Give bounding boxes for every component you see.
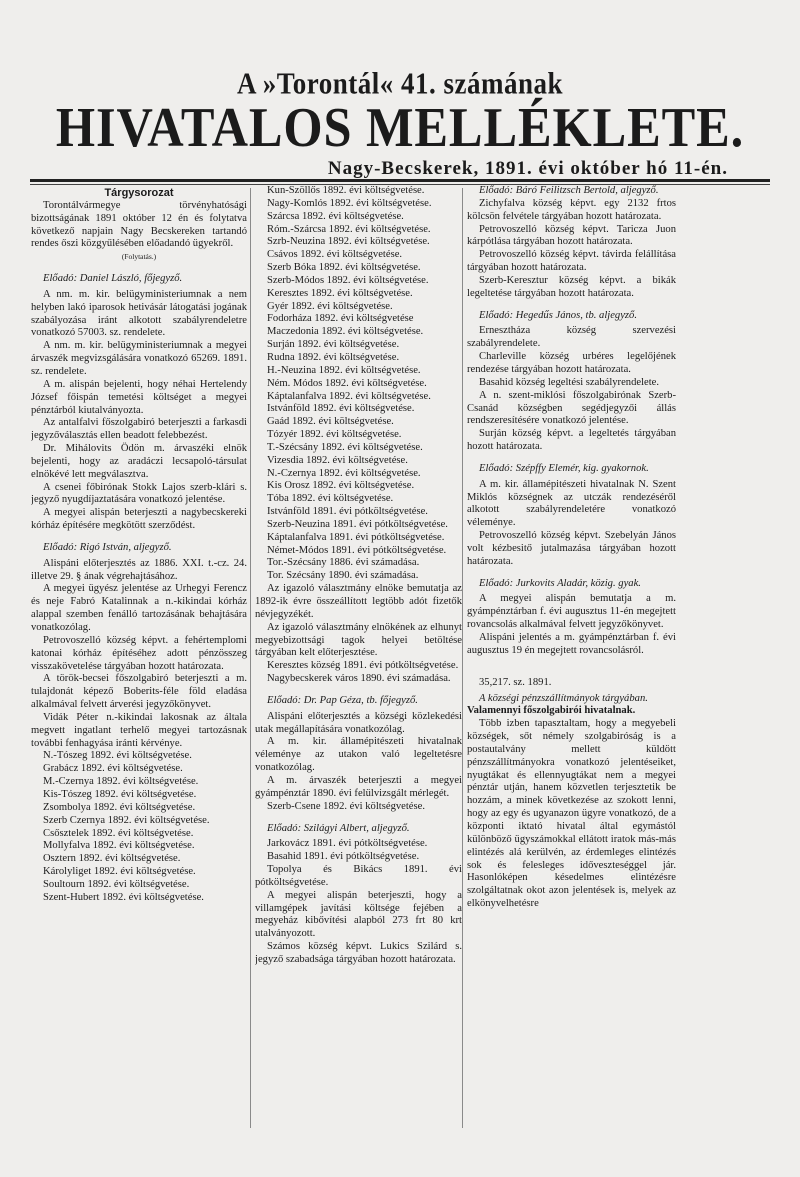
list-item: Soultourn 1892. évi költségvetése. (43, 878, 190, 890)
list-item: M.-Czernya 1892. évi költségvetése. (43, 776, 199, 788)
list-item: Tózyér 1892. évi költségvetése. (267, 429, 402, 441)
column-3 (467, 185, 676, 1135)
list-item: N.-Czernya 1892. évi költségvetése. (267, 467, 421, 479)
decree-body: Több izben tapasztaltam, hogy a megyebeli községek, sőt némely szolgabiróság is a postautalvány mellett küldött pénzszállítmányokra vonatkozó jelentéseiket, nyugtákat és ellennyugtákat nem a megyei pénztár utján, hanem közvetlen terjesztetik be hozzám, a minek következése az szokott lenni, hogy az egy és ugyanazon ügyre vonatkozó, de a központi iktató hivatal által egymástól különböző ügyszámokkal ellátott iratok más-más elintézés alá kerülvén, az érdemleges elintézés sok és felesleges időveszteséggel jár. Hasonlóképen késedelmes elintézésre szolgáltatnak okot azon jelentések is, melyek az elkönyvelhetésre (467, 718, 676, 910)
rapporteur-line: Előadó: Szépffy Elemér, kig. gyakornok. (479, 462, 649, 474)
list-item: Tor.-Szécsány 1886. évi számadása. (267, 557, 420, 569)
rapporteur-line: Előadó: Rigó István, aljegyző. (43, 541, 172, 553)
agenda-item: A m. kir. államépitészeti hivatalnak véleménye az utakon való legeltetésre vonatkozólag. (255, 736, 462, 774)
agenda-item: Zichyfalva község képvt. egy 2132 frtos kölcsön felvétele tárgyában hozott határozata. (467, 197, 676, 222)
agenda-item: A nm. m. kir. belügyministeriumnak a megyei árvaszék megvizsgálására vonatkozó 65269. 1891. sz. rendelete. (31, 340, 247, 377)
list-item: Szerb Bóka 1892. évi költségvetése. (267, 262, 421, 274)
agenda-item: A török-becsei főszolgabiró beterjeszti a m. tulajdonát képező Boberits-féle föld eladása alkalmával felvett árverési jegyzőkönyvet. (31, 673, 247, 711)
agenda-item: Nagybecskerek város 1890. évi számadása. (267, 673, 451, 685)
agenda-item: A csenei főbirónak Stokk Lajos szerb-klári s. jegyző nyugdíjaztatására vonatkozó jelentése. (31, 481, 247, 506)
agenda-item: Az antalfalvi főszolgabiró beterjeszti a farkasdi jegyzőválasztás ellen beadott felebbezést. (31, 417, 247, 442)
list-item: Kis Orosz 1892. évi költségvetése. (267, 480, 415, 492)
agenda-item: A megyei alispán beterjeszti, hogy a villamgépek javítási költsége fejében a megyeház kibővítési alapból 273 frt 80 krt utalványozott. (255, 889, 462, 940)
agenda-item: Petrovoszelló község képvt. Szebelyán János volt kézbesitő jutalmazása tárgyában hozott határozata. (467, 530, 676, 567)
list-item: Róm.-Szárcsa 1892. évi költségvetése. (267, 223, 431, 235)
agenda-item: Alispáni előterjesztés a községi közlekedési utak megállapítására vonatkozólag. (255, 710, 462, 735)
agenda-item: A m. kir. államépitészeti hivatalnak N. Szent Miklós községnek az utczák rendezéséről alkotott szabályrendeletére vonatkozó véleménye. (467, 478, 676, 529)
list-item: Szent-Hubert 1892. évi költségvetése. (43, 891, 204, 903)
rapporteur-line: Előadó: Szilágyi Albert, aljegyző. (267, 822, 410, 834)
rapporteur-line: Előadó: Daniel László, főjegyző. (43, 273, 183, 285)
list-item: Károlyliget 1892. évi költségvetése. (43, 866, 196, 878)
list-item: Grabácz 1892. évi költségvetése. (43, 763, 183, 775)
agenda-item: Az igazoló választmány elnökének az elhunyt megyebizottsági tagok helyei betöltése tárgyában kelt előterjesztése. (255, 621, 462, 659)
list-item: Mollyfalva 1892. évi költségvetése. (43, 840, 195, 852)
list-item: Istvánföld 1891. évi pótköltségvetése. (267, 506, 428, 518)
list-item: Szerb-Módos 1892. évi költségvetése. (267, 274, 429, 286)
list-item: Káptalanfalva 1892. évi költségvetése. (267, 390, 431, 402)
agenda-item: Alispáni előterjesztés az 1886. XXI. t.-cz. 24. illetve 29. § ának végrehajtásához. (31, 557, 247, 582)
list-item: Zsombolya 1892. évi költségvetése. (43, 801, 196, 813)
agenda-item: Surján község képvt. a legeltetés tárgyában hozott határozata. (467, 428, 676, 453)
list-item: Gyér 1892. évi költségvetése. (267, 300, 393, 312)
section-gap (467, 658, 676, 668)
list-item: Szárcsa 1892. évi költségvetése. (267, 210, 404, 222)
list-item: Keresztes 1892. évi költségvetése. (267, 287, 413, 299)
masthead-title: HIVATALOS MELLÉKLETE. (55, 97, 745, 159)
agenda-item: A megyei ügyész jelentése az Urhegyi Ferencz és neje Fabró Katalinnak a n.-kikindai kórház alappal szemben fenálló tartozásának behajtására vonatkozólag. (31, 583, 247, 633)
list-item: Csősztelek 1892. évi költségvetése. (43, 827, 194, 839)
list-item: Német-Módos 1891. évi pótköltségvetése. (267, 544, 447, 556)
agenda-item: Jarkovácz 1891. évi pótköltségvetése. (267, 838, 428, 850)
list-item: T.-Szécsány 1892. évi költségvetése. (267, 441, 423, 453)
header-rule-thick (30, 179, 770, 182)
agenda-item: Charleville község urbéres legelőjének rendezése tárgyában hozott határozata. (467, 351, 676, 375)
list-item: Káptalanfalva 1891. évi pótköltségvetése. (267, 531, 445, 543)
agenda-intro: Torontálvármegye törvényhatósági bizottságának 1891 október 12 én és folytatva következő napjain Nagy Becskereken tartandó rendes őszi közgyűlésében előadandó ügyekről. (31, 199, 247, 250)
list-item: Maczedonia 1892. évi költségvetése. (267, 326, 424, 338)
column-2 (255, 185, 462, 1135)
agenda-item: A megyei alispán beterjeszti a nagybecskereki kórház építésére megkötött szerződést. (31, 507, 247, 532)
agenda-item: Petrovoszelló község képvt. távirda felállítása tárgyában hozott határozata. (467, 249, 676, 274)
agenda-item: Dr. Mihálovits Ödön m. árvaszéki elnök bejelenti, hogy az aradáczi lecsapoló-társulat elnökévé lett megválasztva. (31, 443, 247, 480)
budget-list-2 (255, 185, 462, 583)
agenda-item: A n. szent-miklósi főszolgabirónak Szerb-Csanád községben segédjegyzői állás rendszeresítésére vonatkozó jelentése. (467, 389, 676, 427)
budget-list-1 (31, 750, 247, 904)
agenda-item: Szerb-Keresztur község képvt. a bikák legeltetése tárgyában hozott határozata. (467, 274, 676, 299)
list-item: Ném. Módos 1892. évi költségvetése. (267, 377, 427, 389)
agenda-item: A m. árvaszék beterjeszti a megyei gyámpénztár 1890. évi felülvizsgált mérlegét. (255, 774, 462, 799)
column-1 (31, 185, 247, 1135)
list-item: Kis-Tószeg 1892. évi költségvetése. (43, 788, 197, 800)
column-divider-2 (462, 188, 463, 1128)
agenda-item: Alispáni jelentés a m. gyámpénztárban f. évi augusztus 19 én megejtett rovancsolásról. (467, 632, 676, 656)
agenda-item: Az igazoló választmány elnöke bemutatja az 1892-ik évre összeállított legtöbb adót fizetők névjegyzékét. (255, 583, 462, 620)
column-divider-1 (250, 188, 251, 1128)
agenda-item: Ernesztháza község szervezési szabályrendelete. (467, 325, 676, 350)
decree-addressee: Valamennyi főszolgabirói hivatalnak. (467, 705, 636, 717)
agenda-item: Petrovoszelló község képvt. Taricza Juon kárpótlása tárgyában hozott határozata. (467, 223, 676, 248)
agenda-item: Petrovoszelló község képvt. a fehértemplomi katonai kórház építéséhez adott pénzösszeg visszakövetelése tárgyában hozott határozata. (31, 634, 247, 672)
list-item: Tor. Szécsány 1890. évi számadása. (267, 570, 419, 582)
list-item: Surján 1892. évi költségvetése. (267, 339, 400, 351)
agenda-item: A m. alispán bejelenti, hogy néhai Hertelendy József főispán temetési költséget a megyei pénztárból kiutalványozta. (31, 378, 247, 416)
agenda-item: A megyei alispán bemutatja a m. gyámpénztárban f. évi augusztus 11-én megejtett rovancsolás alkalmával felvett jegyzőkönyvet. (467, 593, 676, 631)
agenda-heading: Tárgysorozat (104, 187, 174, 199)
list-item: Szerb-Neuzina 1891. évi pótköltségvetése. (267, 518, 448, 530)
rapporteur-line: Előadó: Báró Feilitzsch Bertold, aljegyző. (479, 185, 659, 196)
list-item: Csávos 1892. évi költségvetése. (267, 249, 403, 261)
list-item: H.-Neuzina 1892. évi költségvetése. (267, 364, 421, 376)
masthead-supplement-line: A »Torontál« 41. számának (236, 65, 564, 101)
agenda-item: Keresztes község 1891. évi pótköltségvetése. (267, 660, 459, 672)
list-item: Szrb-Neuzina 1892. évi költségvetése. (267, 236, 430, 248)
agenda-item: Basahid 1891. évi pótköltségvetése. (267, 851, 420, 863)
list-item: Fodorháza 1892. évi költségvetése (267, 313, 414, 325)
list-item: N.-Tószeg 1892. évi költségvetése. (43, 750, 192, 762)
list-item: Kun-Szöllős 1892. évi költségvetése. (267, 185, 425, 196)
agenda-item: Basahid község legeltési szabályrendelete. (479, 376, 660, 388)
masthead-date: Nagy-Becskerek, 1891. évi október hó 11-én. (327, 158, 728, 179)
agenda-item: Vidák Péter n.-kikindai lakosnak az általa megvett ingatlant terhelő megyei tartozásnak további fenhagyása iránti kérvénye. (31, 711, 247, 749)
list-item: Tóba 1892. évi költségvetése. (267, 493, 394, 505)
decree-subject: A községi pénzszállítmányok tárgyában. (479, 692, 648, 704)
agenda-item: Topolya és Bikács 1891. évi pótköltségvetése. (255, 864, 462, 888)
continuation-note: (Folytatás.) (121, 252, 157, 262)
list-item: Gaád 1892. évi költségvetése. (267, 416, 394, 428)
rapporteur-line: Előadó: Jurkovits Aladár, közig. gyak. (479, 577, 641, 589)
list-item: Istvánföld 1892. évi költségvetése. (267, 403, 415, 415)
list-item: Osztern 1892. évi költségvetése. (43, 853, 181, 865)
list-item: Nagy-Komlós 1892. évi költségvetése. (267, 197, 432, 209)
rapporteur-line: Előadó: Hegedűs János, tb. aljegyző. (479, 309, 637, 321)
rapporteur-line: Előadó: Dr. Pap Géza, tb. főjegyző. (267, 694, 418, 706)
agenda-item: A nm. m. kir. belügyministeriumnak a nem helyben lakó iparosok hetivásár látogatási jogának szabályozása iránt alkotott szabályrendeletre vonatkozó 57003. sz. rendelete. (31, 288, 247, 339)
list-item: Rudna 1892. évi költségvetése. (267, 351, 400, 363)
list-item: Szerb Czernya 1892. évi költségvetése. (43, 814, 210, 826)
agenda-item: Számos község képvt. Lukics Szilárd s. jegyző szabadsága tárgyában hozott határozata. (255, 941, 462, 965)
decree-number: 35,217. sz. 1891. (479, 676, 552, 688)
list-item: Vizesdia 1892. évi költségvetése. (267, 454, 408, 466)
agenda-item: Szerb-Csene 1892. évi költségvetése. (267, 800, 425, 812)
